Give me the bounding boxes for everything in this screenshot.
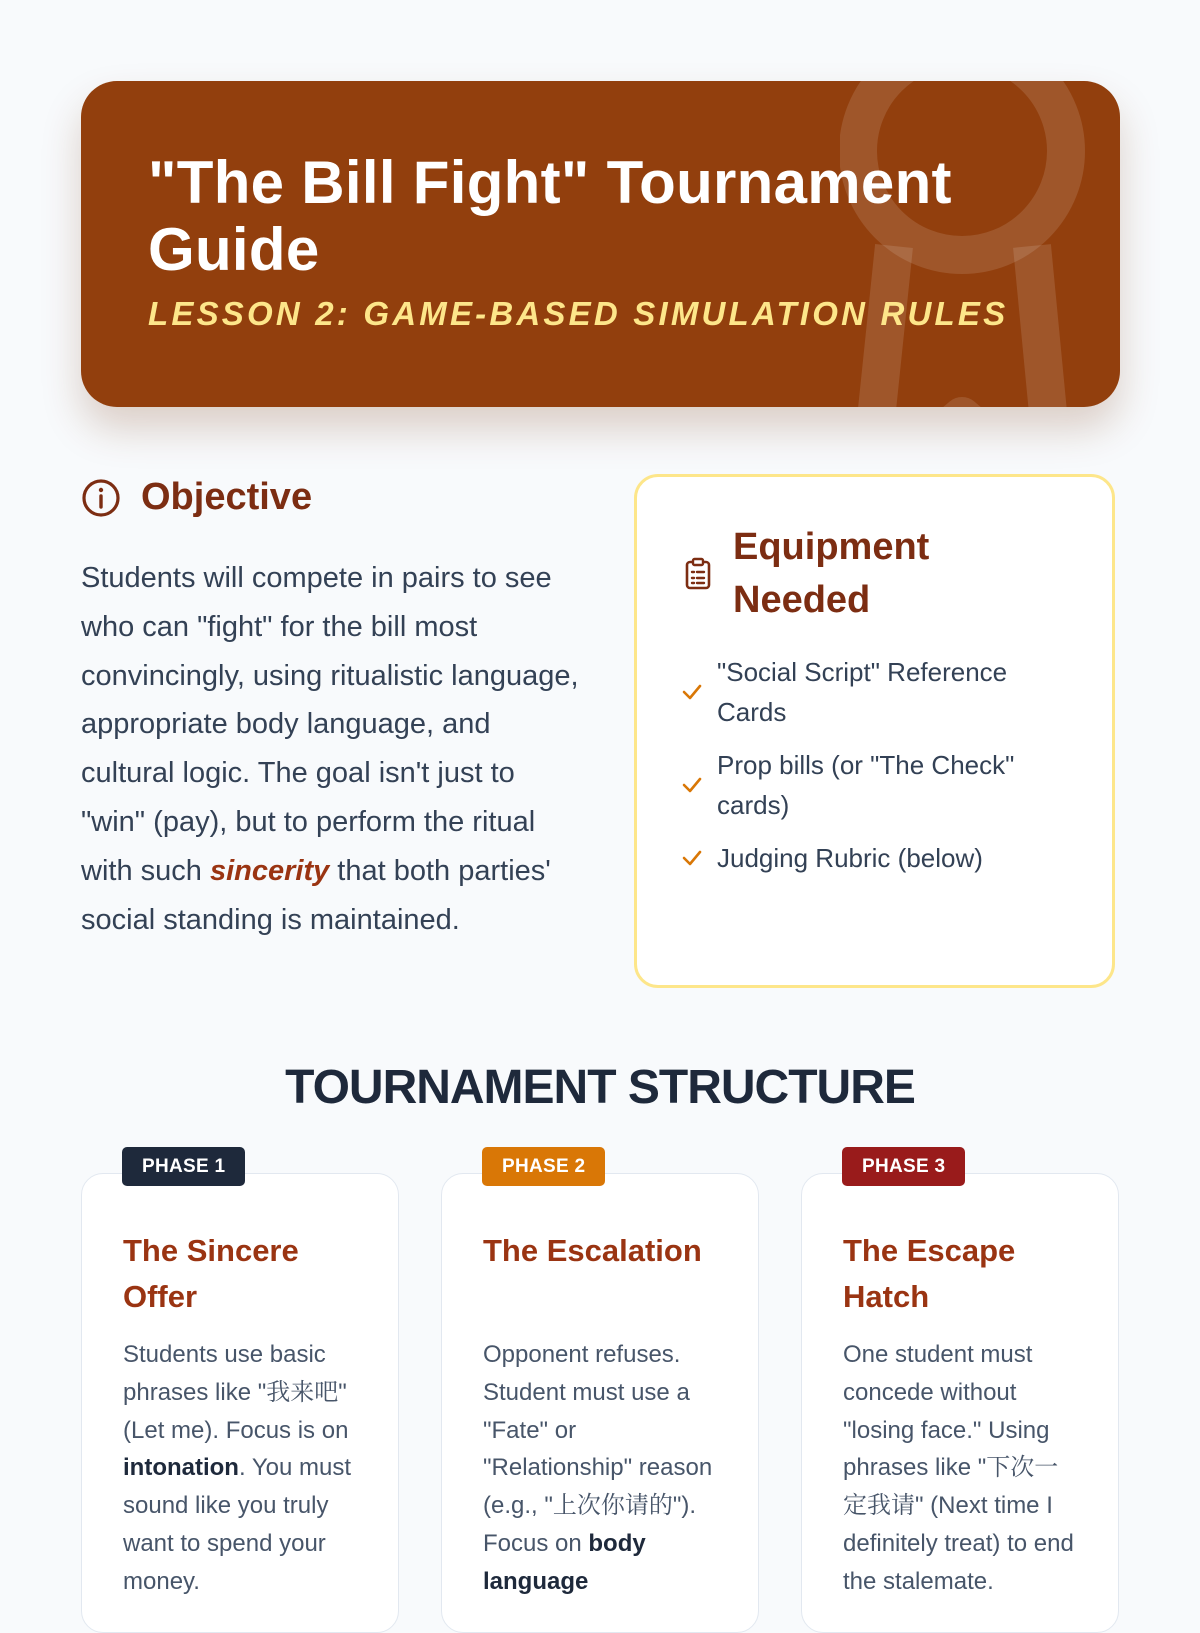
list-item: [681, 745, 1081, 825]
phase-text-part-1: One student must concede without "losing face." Using phrases like "下次一定我请" (Next time I definitely treat) to end the stalemate.: [843, 1341, 1074, 1595]
equipment-list: [681, 652, 1081, 891]
phase-badge-3: PHASE 3: [842, 1147, 965, 1186]
phase-card-3: [801, 1173, 1119, 1633]
checkmark-icon: [681, 774, 703, 796]
equipment-card: [634, 474, 1115, 988]
phase-title: The Sincere Offer: [123, 1233, 299, 1314]
equipment-item-label: Prop bills (or "The Check" cards): [717, 750, 1015, 820]
objective-heading: Objective: [141, 476, 313, 518]
phase-title: The Escape Hatch: [843, 1233, 1016, 1314]
phase-text-bold: intonation: [123, 1454, 239, 1482]
equipment-item-label: "Social Script" Reference Cards: [717, 657, 1008, 727]
objective-emphasis: sincerity: [209, 854, 330, 887]
phase-badge-2: PHASE 2: [482, 1147, 605, 1186]
page-subtitle: LESSON 2: GAME-BASED SIMULATION RULES: [148, 295, 1009, 332]
checkmark-icon: [681, 847, 703, 869]
objective-text-part-2: that both parties' social standing is maintained.: [81, 854, 551, 936]
hero-banner: [81, 81, 1120, 407]
phase-title: The Escalation: [483, 1233, 702, 1268]
phase-card-1: [81, 1173, 399, 1633]
checkmark-icon: [681, 681, 703, 703]
objective-text-part-1: Students will compete in pairs to see who can "fight" for the bill most convincingly, using ritualistic language, appropriate body language, and cultural logic. The goal isn't just to "win" (pay), but to perform the ritual with such: [81, 562, 579, 887]
clipboard-list-icon: [681, 557, 715, 591]
phase-description: [843, 1336, 1081, 1601]
objective-header: [81, 476, 312, 519]
phase-badge-1: PHASE 1: [122, 1147, 245, 1186]
page-title: "The Bill Fight" Tournament Guide: [148, 149, 952, 283]
info-circle-icon: [81, 478, 121, 518]
phase-card-2: [441, 1173, 759, 1633]
equipment-item-label: Judging Rubric (below): [717, 843, 983, 873]
structure-title: TOURNAMENT STRUCTURE: [285, 1061, 915, 1114]
phase-text-part-1: Students use basic phrases like "我来吧" (Let me). Focus is on: [123, 1341, 349, 1444]
phase-description: [123, 1336, 361, 1601]
phase-text-part-1: Opponent refuses. Student must use a "Fate" or "Relationship" reason (e.g., "上次你请的"). Focus on: [483, 1341, 713, 1557]
phase-description: [483, 1336, 721, 1601]
objective-text: [81, 554, 581, 944]
phase-text-part-2: . You must sound like you truly want to spend your money.: [123, 1454, 352, 1595]
list-item: [681, 838, 1081, 878]
phase-text-bold: body language: [483, 1529, 646, 1595]
equipment-header: [681, 521, 993, 627]
list-item: [681, 652, 1081, 732]
equipment-heading: Equipment Needed: [733, 526, 930, 621]
